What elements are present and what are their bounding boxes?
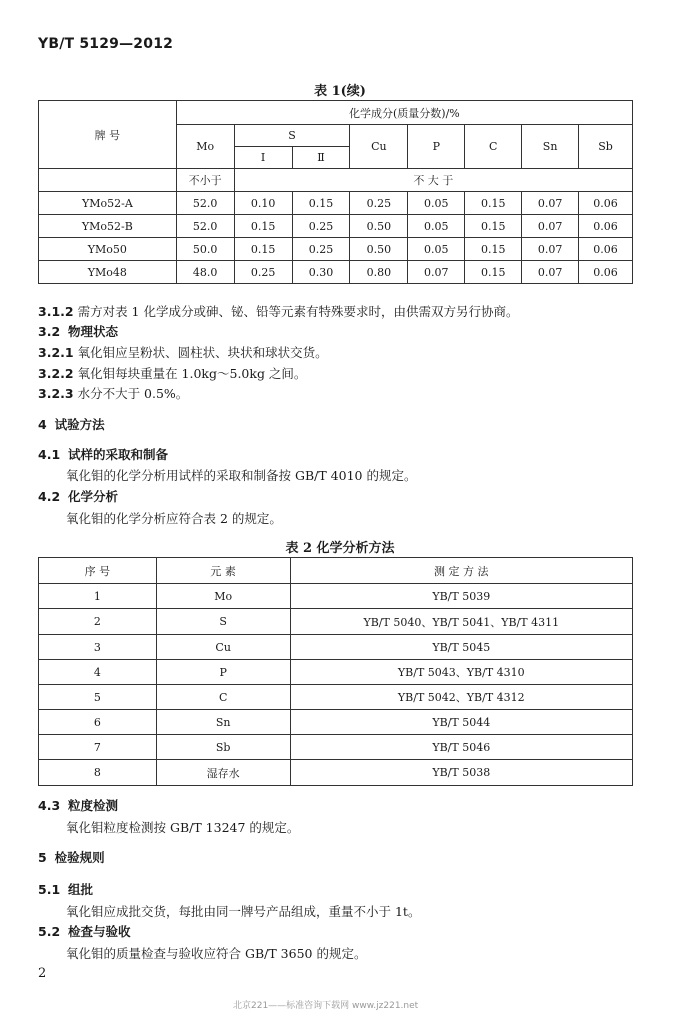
clause-3-2-heading: 3.2 物理状态: [38, 324, 118, 339]
element-cell: P: [156, 660, 290, 685]
mo-cell: 52.0: [176, 215, 234, 238]
no-cell: 7: [39, 735, 157, 760]
no-cell: 4: [39, 660, 157, 685]
page-number: 2: [38, 966, 47, 981]
clause-3-1-2: 3.1.2 需方对表 1 化学成分或砷、铋、铅等元素有特殊要求时，由供需双方另行协商。: [38, 304, 519, 319]
clause-5-2-heading: 5.2 检查与验收: [38, 924, 131, 939]
mo-header: Mo: [176, 125, 234, 169]
s2-cell: 0.25: [292, 238, 350, 261]
table-row: [39, 609, 633, 635]
table-row: [39, 238, 633, 261]
sn-header: Sn: [522, 125, 579, 169]
no-cell: 5: [39, 685, 157, 710]
cu-cell: 0.25: [350, 192, 408, 215]
no-cell: 6: [39, 710, 157, 735]
no-cell: 8: [39, 760, 157, 786]
table-row: [39, 192, 633, 215]
table-row: [39, 215, 633, 238]
clause-3-2-2: 3.2.2 氧化钼每块重量在 1.0kg～5.0kg 之间。: [38, 366, 307, 381]
table-row: [39, 685, 633, 710]
sb-cell: 0.06: [579, 238, 633, 261]
sn-cell: 0.07: [522, 215, 579, 238]
table1-caption: 表 1(续): [314, 84, 366, 99]
s2-cell: 0.25: [292, 215, 350, 238]
p-cell: 0.05: [408, 192, 465, 215]
c-cell: 0.15: [465, 192, 522, 215]
brand-cell: YMo52-B: [39, 215, 177, 238]
document-header: YB/T 5129—2012: [38, 36, 174, 52]
table-row: [39, 261, 633, 284]
table-row: [39, 735, 633, 760]
method-cell: YB/T 5044: [290, 710, 632, 735]
max-label: 不 大 于: [234, 169, 632, 192]
s1-cell: 0.15: [234, 238, 292, 261]
element-cell: Mo: [156, 584, 290, 609]
no-cell: 2: [39, 609, 157, 635]
clause-3-2-1: 3.2.1 氧化钼应呈粉状、圆柱状、块状和球状交货。: [38, 345, 328, 360]
method-cell: YB/T 5038: [290, 760, 632, 786]
s2-header: Ⅱ: [292, 147, 350, 169]
no-cell: 1: [39, 584, 157, 609]
table-row: [39, 635, 633, 660]
element-cell: 湿存水: [156, 760, 290, 786]
method-cell: YB/T 5039: [290, 584, 632, 609]
table-row: [39, 710, 633, 735]
clause-4-2-text: 氧化钼的化学分析应符合表 2 的规定。: [66, 511, 282, 526]
mo-cell: 52.0: [176, 192, 234, 215]
method-cell: YB/T 5046: [290, 735, 632, 760]
p-cell: 0.07: [408, 261, 465, 284]
s-header: S: [234, 125, 350, 147]
clause-4-1-text: 氧化钼的化学分析用试样的采取和制备按 GB/T 4010 的规定。: [66, 468, 417, 483]
table-row: [39, 584, 633, 609]
method-cell: YB/T 5042、YB/T 4312: [290, 685, 632, 710]
sn-cell: 0.07: [522, 238, 579, 261]
element-cell: Sn: [156, 710, 290, 735]
brand-cell: YMo50: [39, 238, 177, 261]
sb-cell: 0.06: [579, 192, 633, 215]
s1-cell: 0.10: [234, 192, 292, 215]
mo-cell: 48.0: [176, 261, 234, 284]
method-cell: YB/T 5043、YB/T 4310: [290, 660, 632, 685]
s1-cell: 0.25: [234, 261, 292, 284]
min-label: 不小于: [176, 169, 234, 192]
method-header: 测 定 方 法: [290, 558, 632, 584]
no-header: 序 号: [39, 558, 157, 584]
c-cell: 0.15: [465, 261, 522, 284]
s1-cell: 0.15: [234, 215, 292, 238]
composition-table: [38, 100, 633, 284]
p-header: P: [408, 125, 465, 169]
clause-3-2-3: 3.2.3 水分不大于 0.5%。: [38, 386, 189, 401]
analysis-method-table: [38, 557, 633, 786]
clause-5-1-text: 氧化钼应成批交货，每批由同一牌号产品组成，重量不小于 1t。: [66, 904, 421, 919]
p-cell: 0.05: [408, 215, 465, 238]
clause-4-2-heading: 4.2 化学分析: [38, 489, 118, 504]
s2-cell: 0.30: [292, 261, 350, 284]
cu-cell: 0.50: [350, 215, 408, 238]
table-row: [39, 660, 633, 685]
element-cell: Sb: [156, 735, 290, 760]
method-cell: YB/T 5040、YB/T 5041、YB/T 4311: [290, 609, 632, 635]
sb-cell: 0.06: [579, 261, 633, 284]
c-header: C: [465, 125, 522, 169]
c-cell: 0.15: [465, 238, 522, 261]
method-cell: YB/T 5045: [290, 635, 632, 660]
element-header: 元 素: [156, 558, 290, 584]
s1-header: Ⅰ: [234, 147, 292, 169]
clause-4-3-heading: 4.3 粒度检测: [38, 798, 118, 813]
composition-group-header: 化学成分(质量分数)/%: [176, 101, 632, 125]
c-cell: 0.15: [465, 215, 522, 238]
sb-cell: 0.06: [579, 215, 633, 238]
cu-cell: 0.50: [350, 238, 408, 261]
element-cell: S: [156, 609, 290, 635]
section-4-heading: 4 试验方法: [38, 417, 105, 432]
clause-5-1-heading: 5.1 组批: [38, 882, 93, 897]
table-row: [39, 760, 633, 786]
element-cell: C: [156, 685, 290, 710]
cu-cell: 0.80: [350, 261, 408, 284]
clause-4-3-text: 氧化钼粒度检测按 GB/T 13247 的规定。: [66, 820, 300, 835]
brand-cell: YMo52-A: [39, 192, 177, 215]
sn-cell: 0.07: [522, 261, 579, 284]
table2-caption: 表 2 化学分析方法: [285, 541, 395, 556]
p-cell: 0.05: [408, 238, 465, 261]
element-cell: Cu: [156, 635, 290, 660]
sb-header: Sb: [579, 125, 633, 169]
no-cell: 3: [39, 635, 157, 660]
s2-cell: 0.15: [292, 192, 350, 215]
footer-watermark: 北京221——标准咨询下载网 www.jz221.net: [233, 1001, 419, 1011]
brand-header: 牌 号: [39, 101, 177, 169]
clause-5-2-text: 氧化钼的质量检查与验收应符合 GB/T 3650 的规定。: [66, 946, 367, 961]
sn-cell: 0.07: [522, 192, 579, 215]
section-5-heading: 5 检验规则: [38, 850, 105, 865]
cu-header: Cu: [350, 125, 408, 169]
clause-4-1-heading: 4.1 试样的采取和制备: [38, 447, 168, 462]
brand-cell: YMo48: [39, 261, 177, 284]
mo-cell: 50.0: [176, 238, 234, 261]
